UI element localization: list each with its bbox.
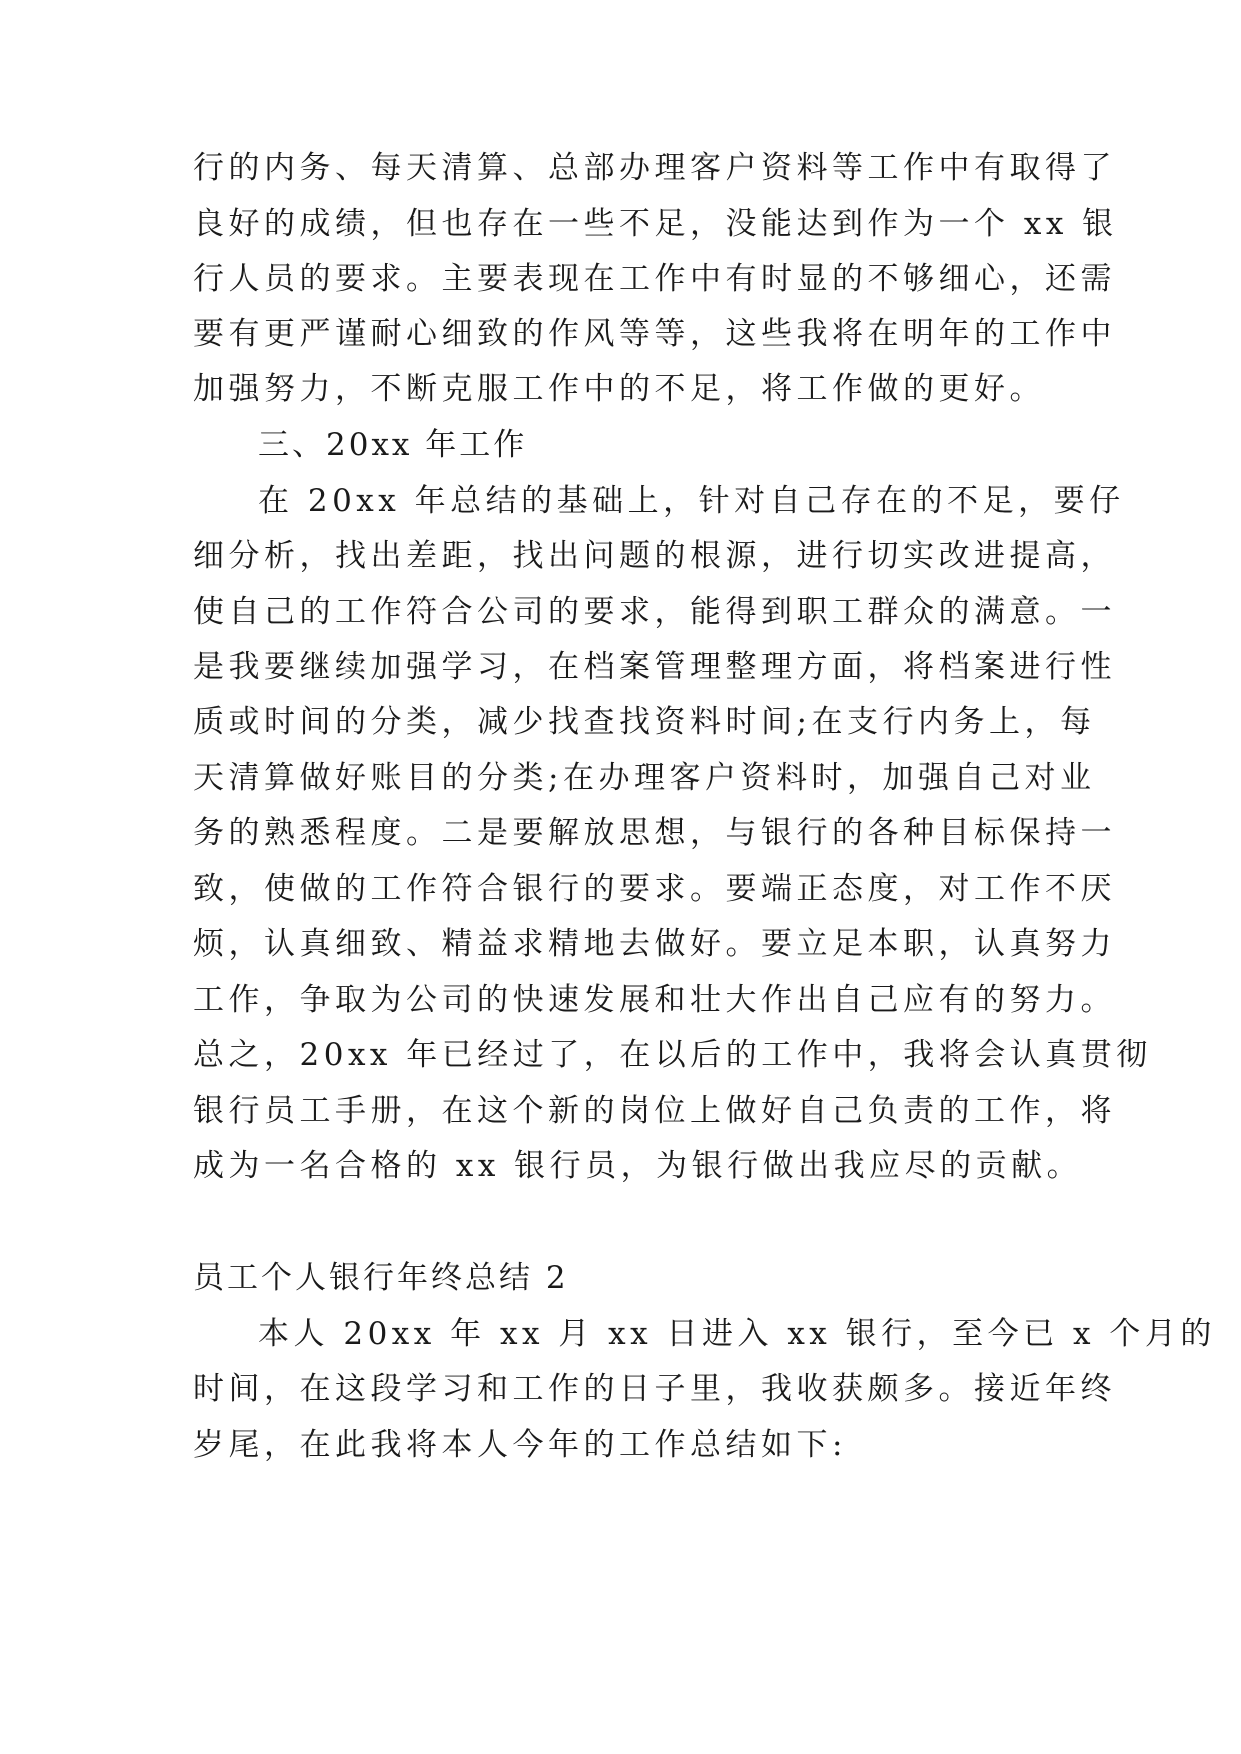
paragraph-line: 质或时间的分类，减少找查找资料时间;在支行内务上，每 [193,704,1096,740]
paragraph-line: 在 20xx 年总结的基础上，针对自己存在的不足，要仔 [258,483,1125,519]
paragraph-line: 成为一名合格的 xx 银行员，为银行做出我应尽的贡献。 [193,1148,1083,1184]
paragraph-line: 行人员的要求。主要表现在工作中有时显的不够细心，还需 [193,261,1116,297]
paragraph-line: 是我要继续加强学习，在档案管理整理方面，将档案进行性 [193,649,1116,685]
paragraph-line: 银行员工手册，在这个新的岗位上做好自己负责的工作，将 [193,1093,1116,1129]
paragraph-line: 行的内务、每天清算、总部办理客户资料等工作中有取得了 [193,150,1116,186]
paragraph-line: 使自己的工作符合公司的要求，能得到职工群众的满意。一 [193,594,1116,630]
paragraph-line: 良好的成绩，但也存在一些不足，没能达到作为一个 xx 银 [193,206,1118,242]
section-heading: 三、20xx 年工作 [258,427,528,463]
paragraph-line: 加强努力，不断克服工作中的不足，将工作做的更好。 [193,371,1045,407]
paragraph-line: 致，使做的工作符合银行的要求。要端正态度，对工作不厌 [193,871,1116,907]
paragraph-line: 工作，争取为公司的快速发展和壮大作出自己应有的努力。 [193,982,1116,1018]
paragraph-line: 天清算做好账目的分类;在办理客户资料时，加强自己对业 [193,760,1096,796]
paragraph-line: 要有更严谨耐心细致的作风等等，这些我将在明年的工作中 [193,316,1116,352]
paragraph-line: 本人 20xx 年 xx 月 xx 日进入 xx 银行，至今已 x 个月的 [258,1316,1216,1352]
paragraph-line: 务的熟悉程度。二是要解放思想，与银行的各种目标保持一 [193,815,1116,851]
paragraph-line: 时间，在这段学习和工作的日子里，我收获颇多。接近年终 [193,1371,1116,1407]
article-title: 员工个人银行年终总结 2 [193,1260,569,1296]
paragraph-line: 细分析，找出差距，找出问题的根源，进行切实改进提高， [193,538,1116,574]
paragraph-line: 烦，认真细致、精益求精地去做好。要立足本职，认真努力 [193,926,1116,962]
paragraph-line: 总之，20xx 年已经过了，在以后的工作中，我将会认真贯彻 [193,1037,1152,1073]
paragraph-line: 岁尾，在此我将本人今年的工作总结如下: [193,1427,847,1463]
